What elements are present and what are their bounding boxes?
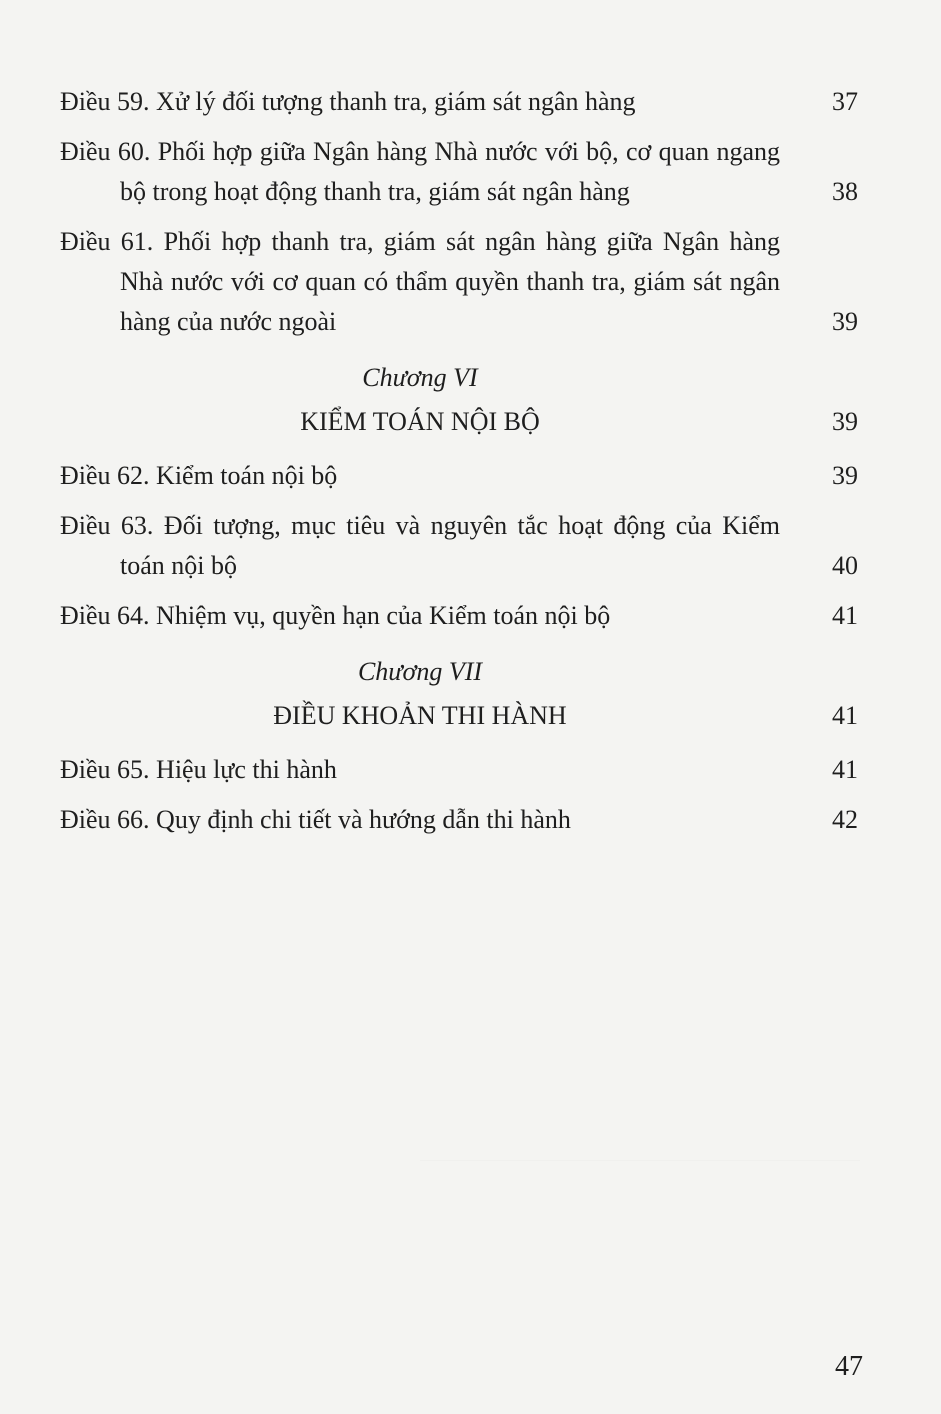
table-of-contents	[60, 80, 860, 840]
page-number: 47	[835, 1351, 863, 1382]
toc-entry-dieu-65	[60, 750, 860, 790]
toc-entry-dieu-60	[60, 132, 860, 212]
chapter-7-title: ĐIỀU KHOẢN THI HÀNH	[273, 701, 567, 730]
toc-entry-title: Điều 63. Đối tượng, mục tiêu và nguyên tắc hoạt động của Kiểm toán nội bộ	[60, 511, 780, 580]
toc-entry-page: 41	[832, 755, 858, 784]
chapter-7-label: Chương VII	[357, 657, 483, 686]
toc-entry-title: Điều 66. Quy định chi tiết và hướng dẫn thi hành	[60, 805, 571, 834]
toc-entry-title: Điều 60. Phối hợp giữa Ngân hàng Nhà nước với bộ, cơ quan ngang bộ trong hoạt động thanh tra, giám sát ngân hàng	[60, 137, 780, 206]
toc-entry-dieu-66	[60, 800, 860, 840]
toc-entry-page: 39	[832, 307, 858, 336]
toc-entry-page: 39	[832, 461, 858, 490]
chapter-7-heading	[60, 696, 860, 736]
toc-entry-title: Điều 65. Hiệu lực thi hành	[60, 755, 337, 784]
toc-entry-dieu-63	[60, 506, 860, 586]
toc-entry-title: Điều 61. Phối hợp thanh tra, giám sát ngân hàng giữa Ngân hàng Nhà nước với cơ quan có thẩm quyền thanh tra, giám sát ngân hàng của nước ngoài	[60, 227, 780, 336]
chapter-6-page: 39	[832, 407, 858, 436]
toc-entry-dieu-64	[60, 596, 860, 636]
bleed-through-area	[420, 1160, 860, 1361]
toc-entry-page: 42	[832, 805, 858, 834]
toc-entry-page: 41	[832, 601, 858, 630]
toc-entry-title: Điều 62. Kiểm toán nội bộ	[60, 461, 338, 490]
chapter-6-title: KIỂM TOÁN NỘI BỘ	[300, 407, 540, 436]
toc-entry-page: 38	[832, 177, 858, 206]
toc-entry-title: Điều 59. Xử lý đối tượng thanh tra, giám sát ngân hàng	[60, 87, 636, 116]
toc-entry-page: 40	[832, 551, 858, 580]
chapter-6-label: Chương VI	[362, 363, 478, 392]
chapter-7-page: 41	[832, 701, 858, 730]
toc-entry-page: 37	[832, 87, 858, 116]
toc-entry-title: Điều 64. Nhiệm vụ, quyền hạn của Kiểm toán nội bộ	[60, 601, 611, 630]
toc-entry-dieu-61	[60, 222, 860, 342]
chapter-6-heading	[60, 402, 860, 442]
toc-entry-dieu-62	[60, 456, 860, 496]
toc-entry-dieu-59	[60, 82, 860, 122]
